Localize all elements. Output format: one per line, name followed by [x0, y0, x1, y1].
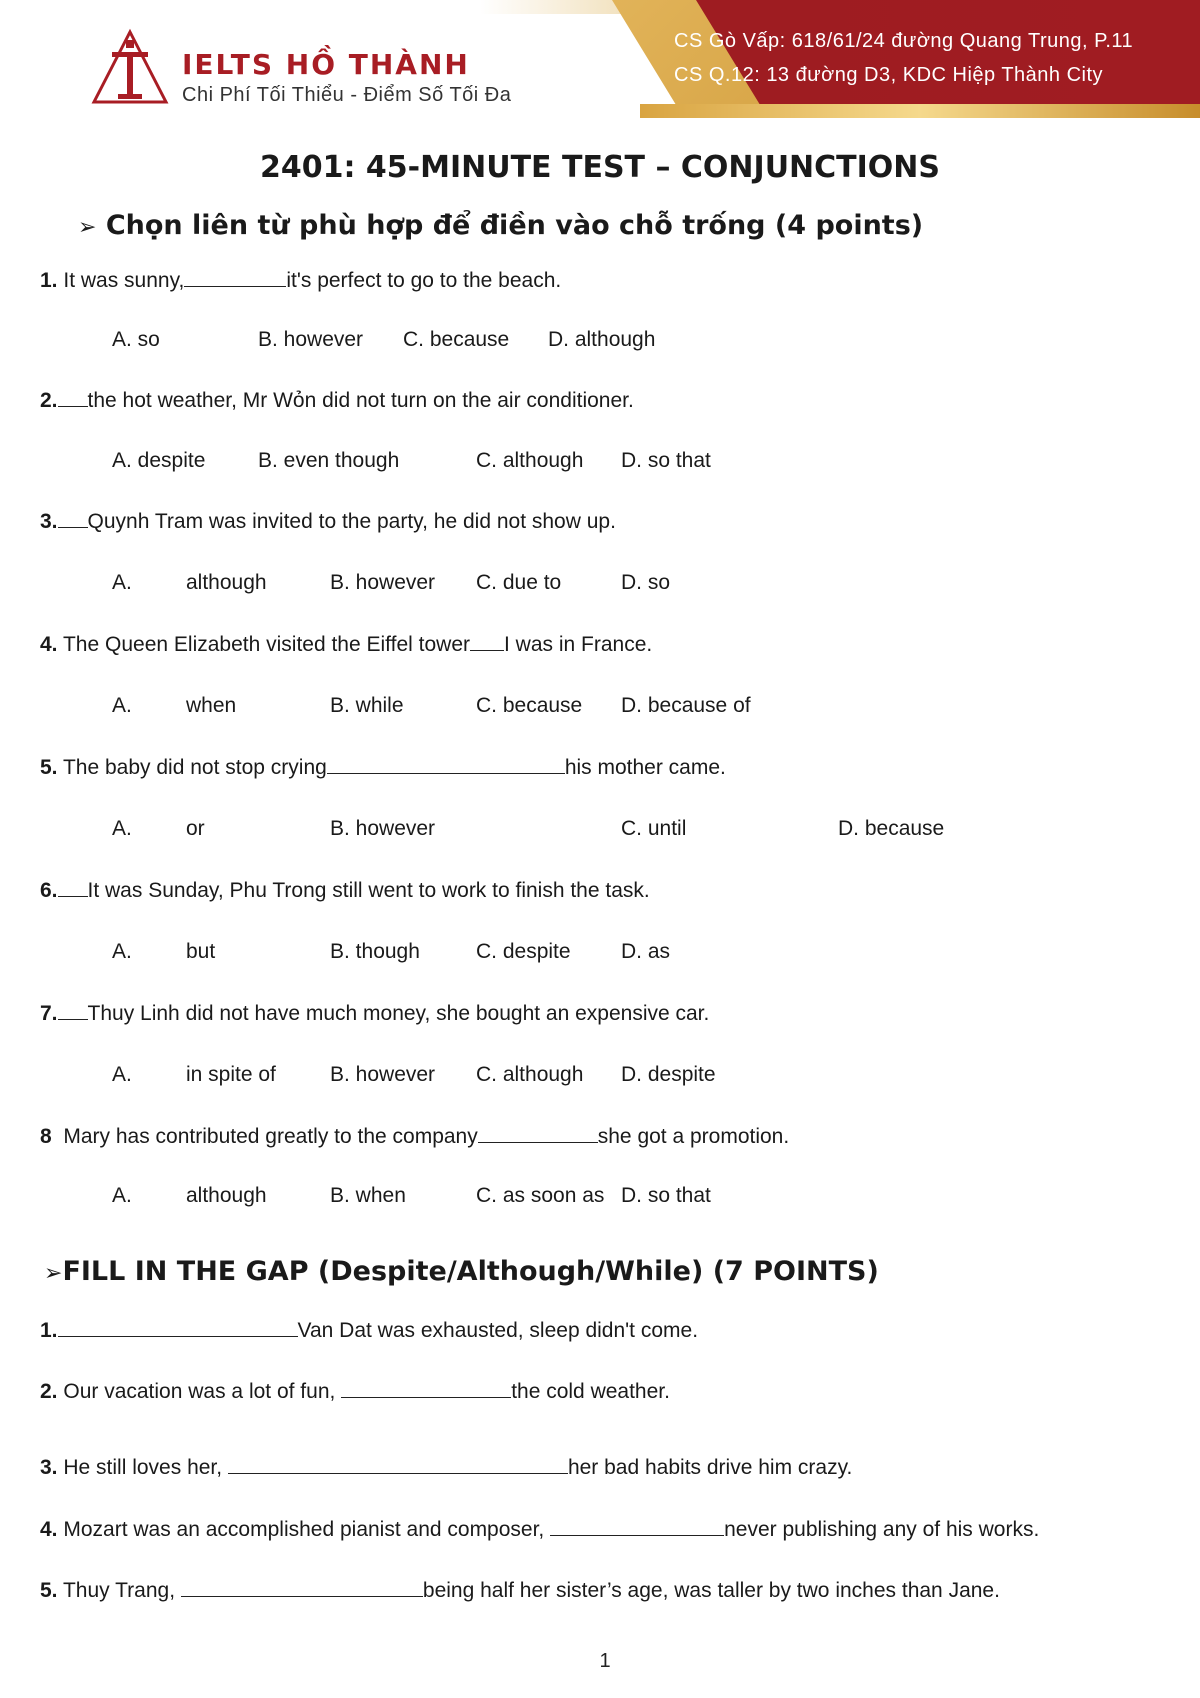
- gap-question-3: [40, 1455, 852, 1480]
- question-text-after: Van Dat was exhausted, sleep didn't come.: [297, 1319, 699, 1342]
- page-number: 1: [599, 1650, 611, 1672]
- question-text-before: The baby did not stop crying: [62, 756, 327, 779]
- address-line-2: CS Q.12: 13 đường D3, KDC Hiệp Thành City: [674, 64, 1104, 86]
- header-banner: [0, 0, 1200, 120]
- question-text-before: Mary has contributed greatly to the company: [63, 1125, 478, 1148]
- question-5: [40, 755, 726, 780]
- options-4: [0, 694, 1200, 724]
- question-7: [40, 1001, 709, 1026]
- option-d[interactable]: D. although: [548, 328, 656, 351]
- question-1: [40, 268, 561, 293]
- options-8: [0, 1184, 1200, 1214]
- logo: [90, 28, 170, 108]
- question-number: 5.: [40, 756, 58, 779]
- logo-icon: [90, 28, 170, 108]
- answer-blank[interactable]: [341, 1379, 511, 1398]
- arrow-icon: ➢: [78, 215, 97, 240]
- arrow-icon: ➢: [44, 1261, 63, 1286]
- option-d[interactable]: D. so that: [621, 449, 711, 472]
- option-a[interactable]: when: [186, 694, 237, 717]
- option-a[interactable]: but: [186, 940, 216, 963]
- option-a[interactable]: A. so: [112, 328, 160, 351]
- question-number: 3.: [40, 1456, 58, 1479]
- option-d[interactable]: D. so: [621, 571, 671, 594]
- question-text-after: her bad habits drive him crazy.: [567, 1456, 853, 1479]
- answer-blank[interactable]: [58, 509, 88, 528]
- question-text-after: his mother came.: [564, 756, 726, 779]
- answer-blank[interactable]: [184, 268, 286, 287]
- question-4: [40, 632, 652, 657]
- option-c[interactable]: C. until: [621, 817, 687, 840]
- option-a[interactable]: although: [186, 571, 267, 594]
- answer-blank[interactable]: [470, 632, 504, 651]
- option-b[interactable]: B. however: [258, 328, 364, 351]
- gap-question-1: [40, 1318, 698, 1343]
- question-6: [40, 878, 650, 903]
- option-c[interactable]: C. although: [476, 449, 584, 472]
- question-8: [40, 1124, 789, 1149]
- gap-question-2: [40, 1379, 670, 1404]
- section-1-heading: [78, 210, 923, 241]
- question-text-after: being half her sister’s age, was taller by two inches than Jane.: [422, 1579, 1000, 1602]
- answer-blank[interactable]: [58, 388, 88, 407]
- option-a-letter[interactable]: A.: [112, 1184, 132, 1207]
- question-number: 4.: [40, 1518, 58, 1541]
- options-2: [0, 449, 1200, 479]
- logo-slogan: Chi Phí Tối Thiểu - Điểm Số Tối Đa: [182, 84, 512, 106]
- option-b[interactable]: B. while: [330, 694, 404, 717]
- question-number: 3.: [40, 510, 58, 533]
- option-a[interactable]: A. despite: [112, 449, 206, 472]
- question-text-after: Quynh Tram was invited to the party, he did not show up.: [87, 510, 616, 533]
- answer-blank[interactable]: [58, 1001, 88, 1020]
- question-3: [40, 509, 616, 534]
- logo-title: IELTS HỒ THÀNH: [182, 48, 470, 81]
- section-1-heading-text: Chọn liên từ phù hợp để điền vào chỗ trống (4 points): [105, 210, 924, 241]
- option-d[interactable]: D. despite: [621, 1063, 716, 1086]
- options-5: [0, 817, 1200, 847]
- answer-blank[interactable]: [228, 1455, 568, 1474]
- option-b[interactable]: B. however: [330, 817, 436, 840]
- question-text-before: It was sunny,: [63, 269, 185, 292]
- option-b[interactable]: B. however: [330, 571, 436, 594]
- option-a-letter[interactable]: A.: [112, 940, 132, 963]
- options-1: [0, 328, 1200, 358]
- answer-blank[interactable]: [550, 1517, 724, 1536]
- question-2: [40, 388, 634, 413]
- question-number: 2.: [40, 1380, 58, 1403]
- option-d[interactable]: D. so that: [621, 1184, 711, 1207]
- option-d[interactable]: D. because: [838, 817, 945, 840]
- options-7: [0, 1063, 1200, 1093]
- option-c[interactable]: C. as soon as: [476, 1184, 605, 1207]
- option-c[interactable]: C. despite: [476, 940, 571, 963]
- option-c[interactable]: C. because: [403, 328, 510, 351]
- question-number: 1.: [40, 1319, 58, 1342]
- question-text-after: it's perfect to go to the beach.: [286, 269, 562, 292]
- question-text-after: Thuy Linh did not have much money, she bought an expensive car.: [87, 1002, 710, 1025]
- question-number: 8: [40, 1125, 52, 1148]
- answer-blank[interactable]: [478, 1124, 598, 1143]
- question-number: 2.: [40, 389, 58, 412]
- option-b[interactable]: B. however: [330, 1063, 436, 1086]
- answer-blank[interactable]: [181, 1578, 423, 1597]
- gap-question-4: [40, 1517, 1039, 1542]
- section-2-heading: [44, 1256, 879, 1287]
- question-text-after: the hot weather, Mr Wỏn did not turn on the air conditioner.: [87, 389, 634, 412]
- option-a[interactable]: in spite of: [186, 1063, 276, 1086]
- page-title: 2401: 45-MINUTE TEST – CONJUNCTIONS: [259, 150, 941, 185]
- option-b[interactable]: B. when: [330, 1184, 406, 1207]
- options-3: [0, 571, 1200, 601]
- address-line-1: CS Gò Vấp: 618/61/24 đường Quang Trung, P.11: [674, 30, 1134, 52]
- question-text-before: Mozart was an accomplished pianist and composer,: [63, 1518, 545, 1541]
- answer-blank[interactable]: [58, 878, 88, 897]
- option-b[interactable]: B. even though: [258, 449, 400, 472]
- option-c[interactable]: C. because: [476, 694, 583, 717]
- option-a-letter[interactable]: A.: [112, 817, 132, 840]
- question-number: 4.: [40, 633, 58, 656]
- question-text-before: He still loves her,: [63, 1456, 223, 1479]
- option-b[interactable]: B. though: [330, 940, 420, 963]
- question-text-before: Our vacation was a lot of fun,: [63, 1380, 336, 1403]
- option-a[interactable]: or: [186, 817, 205, 840]
- question-number: 7.: [40, 1002, 58, 1025]
- question-text-after: I was in France.: [504, 633, 653, 656]
- question-text-before: Thuy Trang,: [62, 1579, 176, 1602]
- question-number: 6.: [40, 879, 58, 902]
- question-number: 1.: [40, 269, 58, 292]
- question-text-before: The Queen Elizabeth visited the Eiffel tower: [62, 633, 470, 656]
- question-text-after: It was Sunday, Phu Trong still went to work to finish the task.: [87, 879, 650, 902]
- section-2-heading-text: FILL IN THE GAP (Despite/Although/While) (7 POINTS): [62, 1256, 879, 1287]
- answer-blank[interactable]: [327, 755, 565, 774]
- option-d[interactable]: D. as: [621, 940, 671, 963]
- question-text-after: never publishing any of his works.: [724, 1518, 1040, 1541]
- answer-blank[interactable]: [58, 1318, 298, 1337]
- option-c[interactable]: C. due to: [476, 571, 562, 594]
- option-a-letter[interactable]: A.: [112, 1063, 132, 1086]
- question-number: 5.: [40, 1579, 58, 1602]
- option-a-letter[interactable]: A.: [112, 694, 132, 717]
- option-d[interactable]: D. because of: [621, 694, 751, 717]
- option-c[interactable]: C. although: [476, 1063, 584, 1086]
- option-a[interactable]: although: [186, 1184, 267, 1207]
- question-text-after: the cold weather.: [511, 1380, 670, 1403]
- question-text-after: she got a promotion.: [597, 1125, 790, 1148]
- option-a-letter[interactable]: A.: [112, 571, 132, 594]
- options-6: [0, 940, 1200, 970]
- gap-question-5: [40, 1578, 1000, 1603]
